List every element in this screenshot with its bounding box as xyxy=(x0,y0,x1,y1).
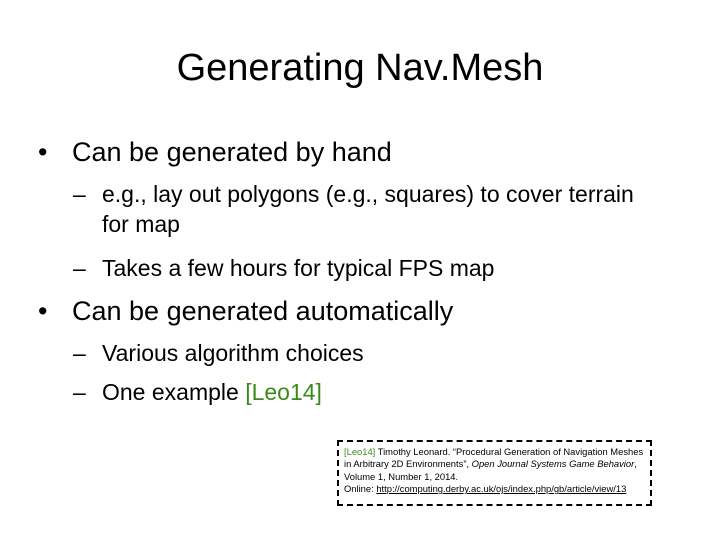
subbullet-text xyxy=(102,377,653,407)
slide-title: Generating Nav.Mesh xyxy=(176,47,544,89)
reference-journal: Open Journal Systems Game Behavior xyxy=(471,458,635,470)
dash-marker: – xyxy=(73,181,86,207)
subbullet-takes-few-hours xyxy=(73,253,653,283)
subbullet-one-example xyxy=(73,377,653,407)
subbullet-text: e.g., lay out polygons (e.g., squares) to cover terrain for map xyxy=(102,181,634,237)
bullet-marker: • xyxy=(38,137,48,167)
bullet-generated-automatically xyxy=(38,294,678,328)
reference-authors: Timothy Leonard. “Procedural Generation of Navigation Meshes in Arbitrary 2D Environments”, xyxy=(344,446,644,470)
reference-online-label: Online: xyxy=(344,483,377,495)
dash-marker: – xyxy=(73,379,86,405)
reference-details: , Volume 1, Number 1, 2014. xyxy=(344,458,637,482)
subbullet-algorithm-choices xyxy=(73,338,653,368)
bullet-marker: • xyxy=(38,296,48,326)
citation-leo14: [Leo14] xyxy=(245,379,322,405)
subbullet-text: Various algorithm choices xyxy=(102,340,364,366)
dash-marker: – xyxy=(73,340,86,366)
bullet-text: Can be generated by hand xyxy=(72,137,392,167)
subbullet-example-text: One example xyxy=(102,379,246,405)
bullet-generated-by-hand xyxy=(38,135,678,169)
subbullet-lay-out-polygons xyxy=(73,179,653,239)
bullet-text: Can be generated automatically xyxy=(72,296,454,326)
dash-marker: – xyxy=(73,255,86,281)
reference-tag: [Leo14] xyxy=(344,446,376,457)
reference-link[interactable]: http://computing.derby.ac.uk/ojs/index.php/gb/article/view/13 xyxy=(376,483,627,495)
subbullet-text: Takes a few hours for typical FPS map xyxy=(102,255,495,281)
reference-box xyxy=(337,440,652,506)
